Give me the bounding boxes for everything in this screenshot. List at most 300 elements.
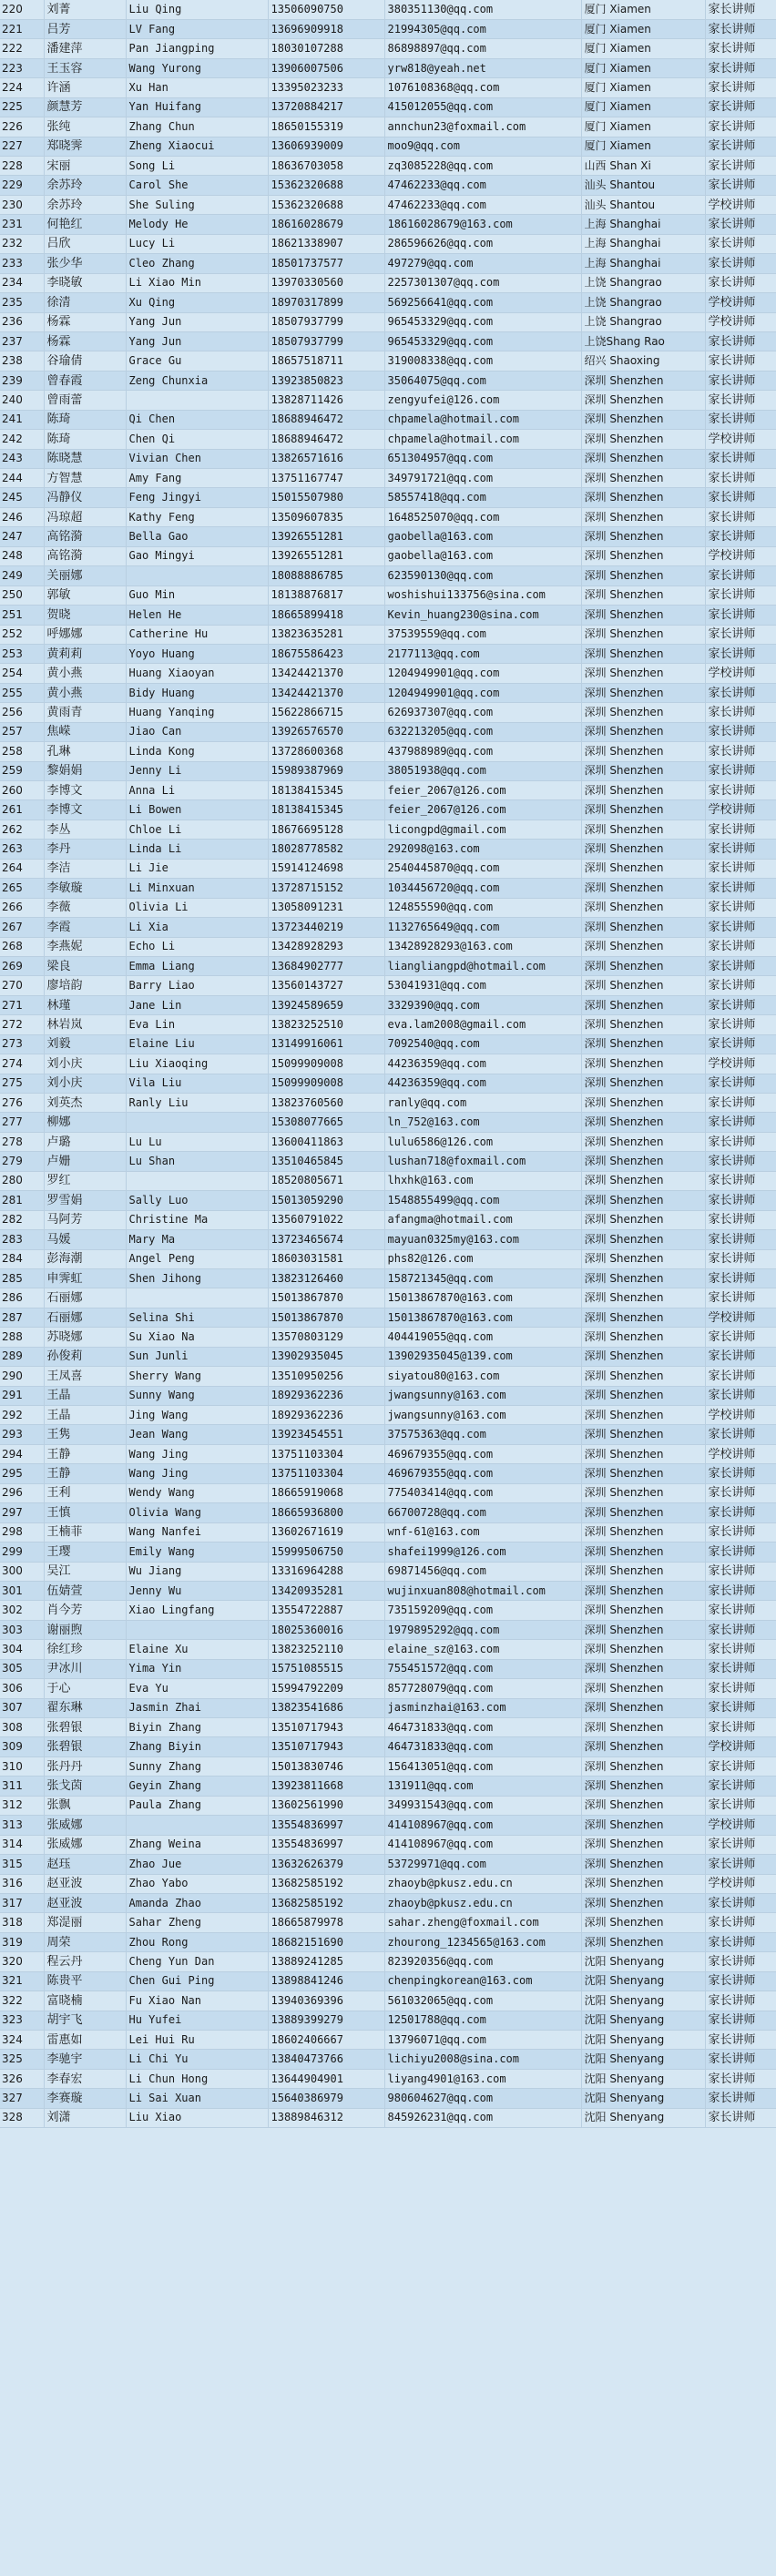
row-number-cell[interactable]: 312 xyxy=(0,1796,44,1815)
phone-cell[interactable]: 15015507980 xyxy=(268,488,384,507)
email-cell[interactable]: sahar.zheng@foxmail.com xyxy=(384,1913,581,1932)
email-cell[interactable]: 965453329@qq.com xyxy=(384,312,581,331)
city-cell[interactable]: 深圳 Shenzhen xyxy=(581,1132,705,1151)
phone-cell[interactable]: 13902935045 xyxy=(268,1347,384,1366)
city-cell[interactable]: 厦门 Xiamen xyxy=(581,97,705,117)
city-cell[interactable]: 深圳 Shenzhen xyxy=(581,1718,705,1737)
english-name-cell[interactable]: Sally Luo xyxy=(126,1191,268,1210)
phone-cell[interactable]: 18520805671 xyxy=(268,1171,384,1190)
phone-cell[interactable]: 15989387969 xyxy=(268,761,384,780)
chinese-name-cell[interactable]: 吴江 xyxy=(44,1562,126,1581)
chinese-name-cell[interactable]: 张碧银 xyxy=(44,1718,126,1737)
role-cell[interactable]: 家长讲师 xyxy=(705,1679,776,1698)
chinese-name-cell[interactable]: 于心 xyxy=(44,1679,126,1698)
english-name-cell[interactable] xyxy=(126,566,268,585)
chinese-name-cell[interactable]: 张纯 xyxy=(44,117,126,137)
row-number-cell[interactable]: 282 xyxy=(0,1210,44,1229)
row-number-cell[interactable]: 294 xyxy=(0,1444,44,1463)
english-name-cell[interactable]: Liu Xiaoqing xyxy=(126,1054,268,1074)
chinese-name-cell[interactable]: 张少华 xyxy=(44,254,126,273)
city-cell[interactable]: 深圳 Shenzhen xyxy=(581,898,705,917)
english-name-cell[interactable]: Gao Mingyi xyxy=(126,546,268,565)
chinese-name-cell[interactable]: 李燕妮 xyxy=(44,937,126,956)
role-cell[interactable]: 家长讲师 xyxy=(705,1034,776,1054)
phone-cell[interactable]: 13058091231 xyxy=(268,898,384,917)
role-cell[interactable]: 家长讲师 xyxy=(705,1386,776,1405)
english-name-cell[interactable]: Emma Liang xyxy=(126,956,268,975)
city-cell[interactable]: 深圳 Shenzhen xyxy=(581,1640,705,1659)
phone-cell[interactable]: 15994792209 xyxy=(268,1679,384,1698)
role-cell[interactable]: 家长讲师 xyxy=(705,1952,776,1971)
email-cell[interactable]: 2540445870@qq.com xyxy=(384,859,581,878)
city-cell[interactable]: 深圳 Shenzhen xyxy=(581,859,705,878)
role-cell[interactable]: 家长讲师 xyxy=(705,2031,776,2050)
phone-cell[interactable]: 15914124698 xyxy=(268,859,384,878)
phone-cell[interactable]: 18603031581 xyxy=(268,1249,384,1268)
row-number-cell[interactable]: 323 xyxy=(0,2011,44,2030)
english-name-cell[interactable]: Yan Huifang xyxy=(126,97,268,117)
english-name-cell[interactable]: Christine Ma xyxy=(126,1210,268,1229)
row-number-cell[interactable]: 290 xyxy=(0,1367,44,1386)
city-cell[interactable]: 深圳 Shenzhen xyxy=(581,410,705,429)
role-cell[interactable]: 家长讲师 xyxy=(705,1971,776,1991)
city-cell[interactable]: 沈阳 Shenyang xyxy=(581,1971,705,1991)
email-cell[interactable]: 437988989@qq.com xyxy=(384,742,581,761)
role-cell[interactable]: 家长讲师 xyxy=(705,625,776,644)
city-cell[interactable]: 厦门 Xiamen xyxy=(581,0,705,19)
city-cell[interactable]: 深圳 Shenzhen xyxy=(581,761,705,780)
role-cell[interactable]: 家长讲师 xyxy=(705,1601,776,1620)
row-number-cell[interactable]: 284 xyxy=(0,1249,44,1268)
row-number-cell[interactable]: 277 xyxy=(0,1113,44,1132)
phone-cell[interactable]: 18025360016 xyxy=(268,1620,384,1639)
phone-cell[interactable]: 13923454551 xyxy=(268,1425,384,1444)
city-cell[interactable]: 深圳 Shenzhen xyxy=(581,1268,705,1288)
role-cell[interactable]: 学校讲师 xyxy=(705,1737,776,1756)
row-number-cell[interactable]: 225 xyxy=(0,97,44,117)
role-cell[interactable]: 家长讲师 xyxy=(705,97,776,117)
chinese-name-cell[interactable]: 郑晓霁 xyxy=(44,137,126,156)
chinese-name-cell[interactable]: 卢姗 xyxy=(44,1152,126,1171)
email-cell[interactable]: chpamela@hotmail.com xyxy=(384,410,581,429)
city-cell[interactable]: 深圳 Shenzhen xyxy=(581,703,705,722)
email-cell[interactable]: woshishui133756@sina.com xyxy=(384,585,581,605)
role-cell[interactable]: 家长讲师 xyxy=(705,2050,776,2069)
chinese-name-cell[interactable]: 王慎 xyxy=(44,1503,126,1522)
phone-cell[interactable]: 18616028679 xyxy=(268,215,384,234)
phone-cell[interactable]: 18929362236 xyxy=(268,1386,384,1405)
city-cell[interactable]: 深圳 Shenzhen xyxy=(581,1698,705,1717)
chinese-name-cell[interactable]: 王凤喜 xyxy=(44,1367,126,1386)
phone-cell[interactable]: 15308077665 xyxy=(268,1113,384,1132)
row-number-cell[interactable]: 317 xyxy=(0,1893,44,1912)
role-cell[interactable]: 家长讲师 xyxy=(705,449,776,468)
city-cell[interactable]: 深圳 Shenzhen xyxy=(581,1522,705,1542)
row-number-cell[interactable]: 285 xyxy=(0,1268,44,1288)
row-number-cell[interactable]: 255 xyxy=(0,683,44,702)
email-cell[interactable]: 53041931@qq.com xyxy=(384,976,581,995)
email-cell[interactable]: 38051938@qq.com xyxy=(384,761,581,780)
email-cell[interactable]: annchun23@foxmail.com xyxy=(384,117,581,137)
city-cell[interactable]: 深圳 Shenzhen xyxy=(581,956,705,975)
english-name-cell[interactable]: Zeng Chunxia xyxy=(126,371,268,390)
row-number-cell[interactable]: 239 xyxy=(0,371,44,390)
phone-cell[interactable]: 18665936800 xyxy=(268,1503,384,1522)
city-cell[interactable]: 厦门 Xiamen xyxy=(581,117,705,137)
email-cell[interactable]: 464731833@qq.com xyxy=(384,1718,581,1737)
chinese-name-cell[interactable]: 余苏玲 xyxy=(44,176,126,195)
row-number-cell[interactable]: 266 xyxy=(0,898,44,917)
english-name-cell[interactable]: Li Sai Xuan xyxy=(126,2089,268,2108)
english-name-cell[interactable]: Grace Gu xyxy=(126,351,268,371)
email-cell[interactable]: elaine_sz@163.com xyxy=(384,1640,581,1659)
city-cell[interactable]: 深圳 Shenzhen xyxy=(581,840,705,859)
row-number-cell[interactable]: 265 xyxy=(0,879,44,898)
english-name-cell[interactable]: Biyin Zhang xyxy=(126,1718,268,1737)
email-cell[interactable]: 47462233@qq.com xyxy=(384,176,581,195)
email-cell[interactable]: 292098@163.com xyxy=(384,840,581,859)
chinese-name-cell[interactable]: 张飘 xyxy=(44,1796,126,1815)
english-name-cell[interactable]: Vila Liu xyxy=(126,1074,268,1093)
english-name-cell[interactable]: Sahar Zheng xyxy=(126,1913,268,1932)
email-cell[interactable]: 1034456720@qq.com xyxy=(384,879,581,898)
city-cell[interactable]: 深圳 Shenzhen xyxy=(581,644,705,663)
phone-cell[interactable]: 13840473766 xyxy=(268,2050,384,2069)
row-number-cell[interactable]: 223 xyxy=(0,58,44,77)
phone-cell[interactable]: 15622866715 xyxy=(268,703,384,722)
email-cell[interactable]: 1076108368@qq.com xyxy=(384,78,581,97)
row-number-cell[interactable]: 243 xyxy=(0,449,44,468)
chinese-name-cell[interactable]: 林岩岚 xyxy=(44,1015,126,1034)
city-cell[interactable]: 深圳 Shenzhen xyxy=(581,722,705,741)
english-name-cell[interactable]: Kathy Feng xyxy=(126,507,268,526)
email-cell[interactable]: 414108967@qq.com xyxy=(384,1835,581,1854)
row-number-cell[interactable]: 242 xyxy=(0,430,44,449)
chinese-name-cell[interactable]: 柳娜 xyxy=(44,1113,126,1132)
row-number-cell[interactable]: 249 xyxy=(0,566,44,585)
phone-cell[interactable]: 13889846312 xyxy=(268,2108,384,2127)
city-cell[interactable]: 深圳 Shenzhen xyxy=(581,1601,705,1620)
row-number-cell[interactable]: 221 xyxy=(0,19,44,38)
role-cell[interactable]: 家长讲师 xyxy=(705,781,776,800)
role-cell[interactable]: 家长讲师 xyxy=(705,371,776,390)
row-number-cell[interactable]: 259 xyxy=(0,761,44,780)
email-cell[interactable]: 66700728@qq.com xyxy=(384,1503,581,1522)
city-cell[interactable]: 沈阳 Shenyang xyxy=(581,1991,705,2011)
row-number-cell[interactable]: 288 xyxy=(0,1328,44,1347)
row-number-cell[interactable]: 233 xyxy=(0,254,44,273)
row-number-cell[interactable]: 264 xyxy=(0,859,44,878)
city-cell[interactable]: 深圳 Shenzhen xyxy=(581,683,705,702)
phone-cell[interactable]: 13554836997 xyxy=(268,1835,384,1854)
english-name-cell[interactable]: Lu Shan xyxy=(126,1152,268,1171)
role-cell[interactable]: 学校讲师 xyxy=(705,312,776,331)
phone-cell[interactable]: 13924589659 xyxy=(268,995,384,1014)
chinese-name-cell[interactable]: 李驰宇 xyxy=(44,2050,126,2069)
english-name-cell[interactable]: Sunny Wang xyxy=(126,1386,268,1405)
english-name-cell[interactable]: Bella Gao xyxy=(126,527,268,546)
row-number-cell[interactable]: 272 xyxy=(0,1015,44,1034)
role-cell[interactable]: 家长讲师 xyxy=(705,1464,776,1483)
phone-cell[interactable]: 18088886785 xyxy=(268,566,384,585)
role-cell[interactable]: 家长讲师 xyxy=(705,391,776,410)
email-cell[interactable]: 561032065@qq.com xyxy=(384,1991,581,2011)
phone-cell[interactable]: 18507937799 xyxy=(268,331,384,351)
phone-cell[interactable]: 18501737577 xyxy=(268,254,384,273)
email-cell[interactable]: 69871456@qq.com xyxy=(384,1562,581,1581)
email-cell[interactable]: 156413051@qq.com xyxy=(384,1756,581,1776)
row-number-cell[interactable]: 316 xyxy=(0,1874,44,1893)
phone-cell[interactable]: 13420935281 xyxy=(268,1581,384,1600)
email-cell[interactable]: 15013867870@163.com xyxy=(384,1288,581,1308)
chinese-name-cell[interactable]: 呼娜娜 xyxy=(44,625,126,644)
phone-cell[interactable]: 18621338907 xyxy=(268,234,384,253)
chinese-name-cell[interactable]: 周荣 xyxy=(44,1932,126,1951)
email-cell[interactable]: 35064075@qq.com xyxy=(384,371,581,390)
chinese-name-cell[interactable]: 黄小燕 xyxy=(44,683,126,702)
role-cell[interactable]: 家长讲师 xyxy=(705,78,776,97)
phone-cell[interactable]: 18602406667 xyxy=(268,2031,384,2050)
city-cell[interactable]: 深圳 Shenzhen xyxy=(581,1094,705,1113)
email-cell[interactable]: 1648525070@qq.com xyxy=(384,507,581,526)
phone-cell[interactable]: 13506090750 xyxy=(268,0,384,19)
city-cell[interactable]: 深圳 Shenzhen xyxy=(581,430,705,449)
phone-cell[interactable]: 13684902777 xyxy=(268,956,384,975)
role-cell[interactable]: 学校讲师 xyxy=(705,1308,776,1327)
row-number-cell[interactable]: 235 xyxy=(0,293,44,312)
chinese-name-cell[interactable]: 焦嵘 xyxy=(44,722,126,741)
chinese-name-cell[interactable]: 何艳红 xyxy=(44,215,126,234)
chinese-name-cell[interactable]: 卢璐 xyxy=(44,1132,126,1151)
chinese-name-cell[interactable]: 刘英杰 xyxy=(44,1094,126,1113)
chinese-name-cell[interactable]: 冯琼超 xyxy=(44,507,126,526)
row-number-cell[interactable]: 313 xyxy=(0,1816,44,1835)
role-cell[interactable]: 家长讲师 xyxy=(705,1543,776,1562)
row-number-cell[interactable]: 315 xyxy=(0,1855,44,1874)
chinese-name-cell[interactable]: 林瑾 xyxy=(44,995,126,1014)
row-number-cell[interactable]: 305 xyxy=(0,1659,44,1678)
phone-cell[interactable]: 15751085515 xyxy=(268,1659,384,1678)
english-name-cell[interactable]: Li Chi Yu xyxy=(126,2050,268,2069)
city-cell[interactable]: 沈阳 Shenyang xyxy=(581,2011,705,2030)
role-cell[interactable]: 家长讲师 xyxy=(705,176,776,195)
english-name-cell[interactable]: Shen Jihong xyxy=(126,1268,268,1288)
row-number-cell[interactable]: 287 xyxy=(0,1308,44,1327)
english-name-cell[interactable]: Lu Lu xyxy=(126,1132,268,1151)
row-number-cell[interactable]: 274 xyxy=(0,1054,44,1074)
email-cell[interactable]: 464731833@qq.com xyxy=(384,1737,581,1756)
row-number-cell[interactable]: 261 xyxy=(0,800,44,820)
chinese-name-cell[interactable]: 贺晓 xyxy=(44,606,126,625)
role-cell[interactable]: 家长讲师 xyxy=(705,1328,776,1347)
email-cell[interactable]: phs82@126.com xyxy=(384,1249,581,1268)
chinese-name-cell[interactable]: 马媛 xyxy=(44,1230,126,1249)
english-name-cell[interactable]: Vivian Chen xyxy=(126,449,268,468)
phone-cell[interactable]: 13682585192 xyxy=(268,1893,384,1912)
chinese-name-cell[interactable]: 伍婧萱 xyxy=(44,1581,126,1600)
english-name-cell[interactable]: Jasmin Zhai xyxy=(126,1698,268,1717)
row-number-cell[interactable]: 246 xyxy=(0,507,44,526)
chinese-name-cell[interactable]: 方智慧 xyxy=(44,469,126,488)
role-cell[interactable]: 家长讲师 xyxy=(705,956,776,975)
row-number-cell[interactable]: 297 xyxy=(0,1503,44,1522)
city-cell[interactable]: 深圳 Shenzhen xyxy=(581,391,705,410)
chinese-name-cell[interactable]: 许涵 xyxy=(44,78,126,97)
row-number-cell[interactable]: 325 xyxy=(0,2050,44,2069)
phone-cell[interactable]: 13602561990 xyxy=(268,1796,384,1815)
phone-cell[interactable]: 13751167747 xyxy=(268,469,384,488)
phone-cell[interactable]: 15013867870 xyxy=(268,1308,384,1327)
english-name-cell[interactable]: Wang Jing xyxy=(126,1444,268,1463)
chinese-name-cell[interactable]: 梁良 xyxy=(44,956,126,975)
role-cell[interactable]: 家长讲师 xyxy=(705,2011,776,2030)
email-cell[interactable]: 569256641@qq.com xyxy=(384,293,581,312)
role-cell[interactable]: 学校讲师 xyxy=(705,195,776,214)
english-name-cell[interactable]: Echo Li xyxy=(126,937,268,956)
chinese-name-cell[interactable]: 彭海潮 xyxy=(44,1249,126,1268)
english-name-cell[interactable]: Huang Yanqing xyxy=(126,703,268,722)
role-cell[interactable]: 学校讲师 xyxy=(705,1444,776,1463)
role-cell[interactable]: 家长讲师 xyxy=(705,410,776,429)
english-name-cell[interactable]: Jiao Can xyxy=(126,722,268,741)
city-cell[interactable]: 深圳 Shenzhen xyxy=(581,1659,705,1678)
row-number-cell[interactable]: 318 xyxy=(0,1913,44,1932)
row-number-cell[interactable]: 301 xyxy=(0,1581,44,1600)
row-number-cell[interactable]: 230 xyxy=(0,195,44,214)
phone-cell[interactable]: 13823635281 xyxy=(268,625,384,644)
chinese-name-cell[interactable]: 张威娜 xyxy=(44,1816,126,1835)
email-cell[interactable]: zq3085228@qq.com xyxy=(384,157,581,176)
role-cell[interactable]: 家长讲师 xyxy=(705,1367,776,1386)
email-cell[interactable]: 415012055@qq.com xyxy=(384,97,581,117)
english-name-cell[interactable]: Li Xia xyxy=(126,918,268,937)
chinese-name-cell[interactable]: 张碧银 xyxy=(44,1737,126,1756)
city-cell[interactable]: 深圳 Shenzhen xyxy=(581,664,705,683)
city-cell[interactable]: 上饶 Shangrao xyxy=(581,312,705,331)
city-cell[interactable]: 深圳 Shenzhen xyxy=(581,1328,705,1347)
role-cell[interactable]: 家长讲师 xyxy=(705,1288,776,1308)
row-number-cell[interactable]: 308 xyxy=(0,1718,44,1737)
role-cell[interactable]: 家长讲师 xyxy=(705,215,776,234)
chinese-name-cell[interactable]: 苏晓娜 xyxy=(44,1328,126,1347)
english-name-cell[interactable] xyxy=(126,1171,268,1190)
role-cell[interactable]: 家长讲师 xyxy=(705,1562,776,1581)
english-name-cell[interactable]: Feng Jingyi xyxy=(126,488,268,507)
english-name-cell[interactable]: LV Fang xyxy=(126,19,268,38)
role-cell[interactable]: 家长讲师 xyxy=(705,1230,776,1249)
email-cell[interactable]: yrw818@yeah.net xyxy=(384,58,581,77)
chinese-name-cell[interactable]: 罗红 xyxy=(44,1171,126,1190)
city-cell[interactable]: 深圳 Shenzhen xyxy=(581,1171,705,1190)
row-number-cell[interactable]: 293 xyxy=(0,1425,44,1444)
email-cell[interactable]: 13902935045@139.com xyxy=(384,1347,581,1366)
phone-cell[interactable]: 15099909008 xyxy=(268,1054,384,1074)
english-name-cell[interactable]: Eva Lin xyxy=(126,1015,268,1034)
row-number-cell[interactable]: 319 xyxy=(0,1932,44,1951)
row-number-cell[interactable]: 322 xyxy=(0,1991,44,2011)
row-number-cell[interactable]: 276 xyxy=(0,1094,44,1113)
row-number-cell[interactable]: 252 xyxy=(0,625,44,644)
english-name-cell[interactable]: Sherry Wang xyxy=(126,1367,268,1386)
role-cell[interactable]: 家长讲师 xyxy=(705,0,776,19)
phone-cell[interactable]: 13923811668 xyxy=(268,1777,384,1796)
email-cell[interactable]: 37575363@qq.com xyxy=(384,1425,581,1444)
phone-cell[interactable]: 13723440219 xyxy=(268,918,384,937)
city-cell[interactable]: 深圳 Shenzhen xyxy=(581,1152,705,1171)
row-number-cell[interactable]: 267 xyxy=(0,918,44,937)
email-cell[interactable]: 131911@qq.com xyxy=(384,1777,581,1796)
role-cell[interactable]: 学校讲师 xyxy=(705,1406,776,1425)
english-name-cell[interactable]: Xu Qing xyxy=(126,293,268,312)
phone-cell[interactable]: 15640386979 xyxy=(268,2089,384,2108)
email-cell[interactable]: lichiyu2008@sina.com xyxy=(384,2050,581,2069)
row-number-cell[interactable]: 299 xyxy=(0,1543,44,1562)
english-name-cell[interactable]: Mary Ma xyxy=(126,1230,268,1249)
email-cell[interactable]: wujinxuan808@hotmail.com xyxy=(384,1581,581,1600)
city-cell[interactable]: 深圳 Shenzhen xyxy=(581,371,705,390)
email-cell[interactable]: 37539559@qq.com xyxy=(384,625,581,644)
phone-cell[interactable]: 18636703058 xyxy=(268,157,384,176)
city-cell[interactable]: 深圳 Shenzhen xyxy=(581,1367,705,1386)
city-cell[interactable]: 沈阳 Shenyang xyxy=(581,2069,705,2088)
role-cell[interactable]: 家长讲师 xyxy=(705,742,776,761)
email-cell[interactable]: eva.lam2008@gmail.com xyxy=(384,1015,581,1034)
english-name-cell[interactable]: Angel Peng xyxy=(126,1249,268,1268)
row-number-cell[interactable]: 309 xyxy=(0,1737,44,1756)
email-cell[interactable]: 755451572@qq.com xyxy=(384,1659,581,1678)
email-cell[interactable]: 15013867870@163.com xyxy=(384,1308,581,1327)
row-number-cell[interactable]: 311 xyxy=(0,1777,44,1796)
role-cell[interactable]: 家长讲师 xyxy=(705,1522,776,1542)
chinese-name-cell[interactable]: 李敏璇 xyxy=(44,879,126,898)
english-name-cell[interactable]: Cheng Yun Dan xyxy=(126,1952,268,1971)
email-cell[interactable]: jasminzhai@163.com xyxy=(384,1698,581,1717)
english-name-cell[interactable]: Chen Qi xyxy=(126,430,268,449)
phone-cell[interactable]: 18665899418 xyxy=(268,606,384,625)
role-cell[interactable]: 家长讲师 xyxy=(705,234,776,253)
chinese-name-cell[interactable]: 杨霖 xyxy=(44,331,126,351)
english-name-cell[interactable]: Xiao Lingfang xyxy=(126,1601,268,1620)
english-name-cell[interactable]: Li Chun Hong xyxy=(126,2069,268,2088)
role-cell[interactable]: 学校讲师 xyxy=(705,546,776,565)
city-cell[interactable]: 深圳 Shenzhen xyxy=(581,1015,705,1034)
phone-cell[interactable]: 13560791022 xyxy=(268,1210,384,1229)
chinese-name-cell[interactable]: 王利 xyxy=(44,1483,126,1502)
chinese-name-cell[interactable]: 高铭漪 xyxy=(44,527,126,546)
email-cell[interactable]: 469679355@qq.com xyxy=(384,1464,581,1483)
english-name-cell[interactable] xyxy=(126,1816,268,1835)
role-cell[interactable]: 家长讲师 xyxy=(705,1756,776,1776)
email-cell[interactable]: 21994305@qq.com xyxy=(384,19,581,38)
role-cell[interactable]: 学校讲师 xyxy=(705,1816,776,1835)
city-cell[interactable]: 深圳 Shenzhen xyxy=(581,1893,705,1912)
city-cell[interactable]: 深圳 Shenzhen xyxy=(581,1386,705,1405)
phone-cell[interactable]: 15999506750 xyxy=(268,1543,384,1562)
english-name-cell[interactable]: Chloe Li xyxy=(126,820,268,839)
chinese-name-cell[interactable]: 李博文 xyxy=(44,781,126,800)
email-cell[interactable]: 349931543@qq.com xyxy=(384,1796,581,1815)
role-cell[interactable]: 家长讲师 xyxy=(705,1620,776,1639)
phone-cell[interactable]: 13606939009 xyxy=(268,137,384,156)
email-cell[interactable]: 13428928293@163.com xyxy=(384,937,581,956)
english-name-cell[interactable]: Barry Liao xyxy=(126,976,268,995)
role-cell[interactable]: 学校讲师 xyxy=(705,1874,776,1893)
phone-cell[interactable]: 13823541686 xyxy=(268,1698,384,1717)
row-number-cell[interactable]: 291 xyxy=(0,1386,44,1405)
email-cell[interactable]: zhourong_1234565@163.com xyxy=(384,1932,581,1951)
role-cell[interactable]: 家长讲师 xyxy=(705,683,776,702)
phone-cell[interactable]: 18675586423 xyxy=(268,644,384,663)
